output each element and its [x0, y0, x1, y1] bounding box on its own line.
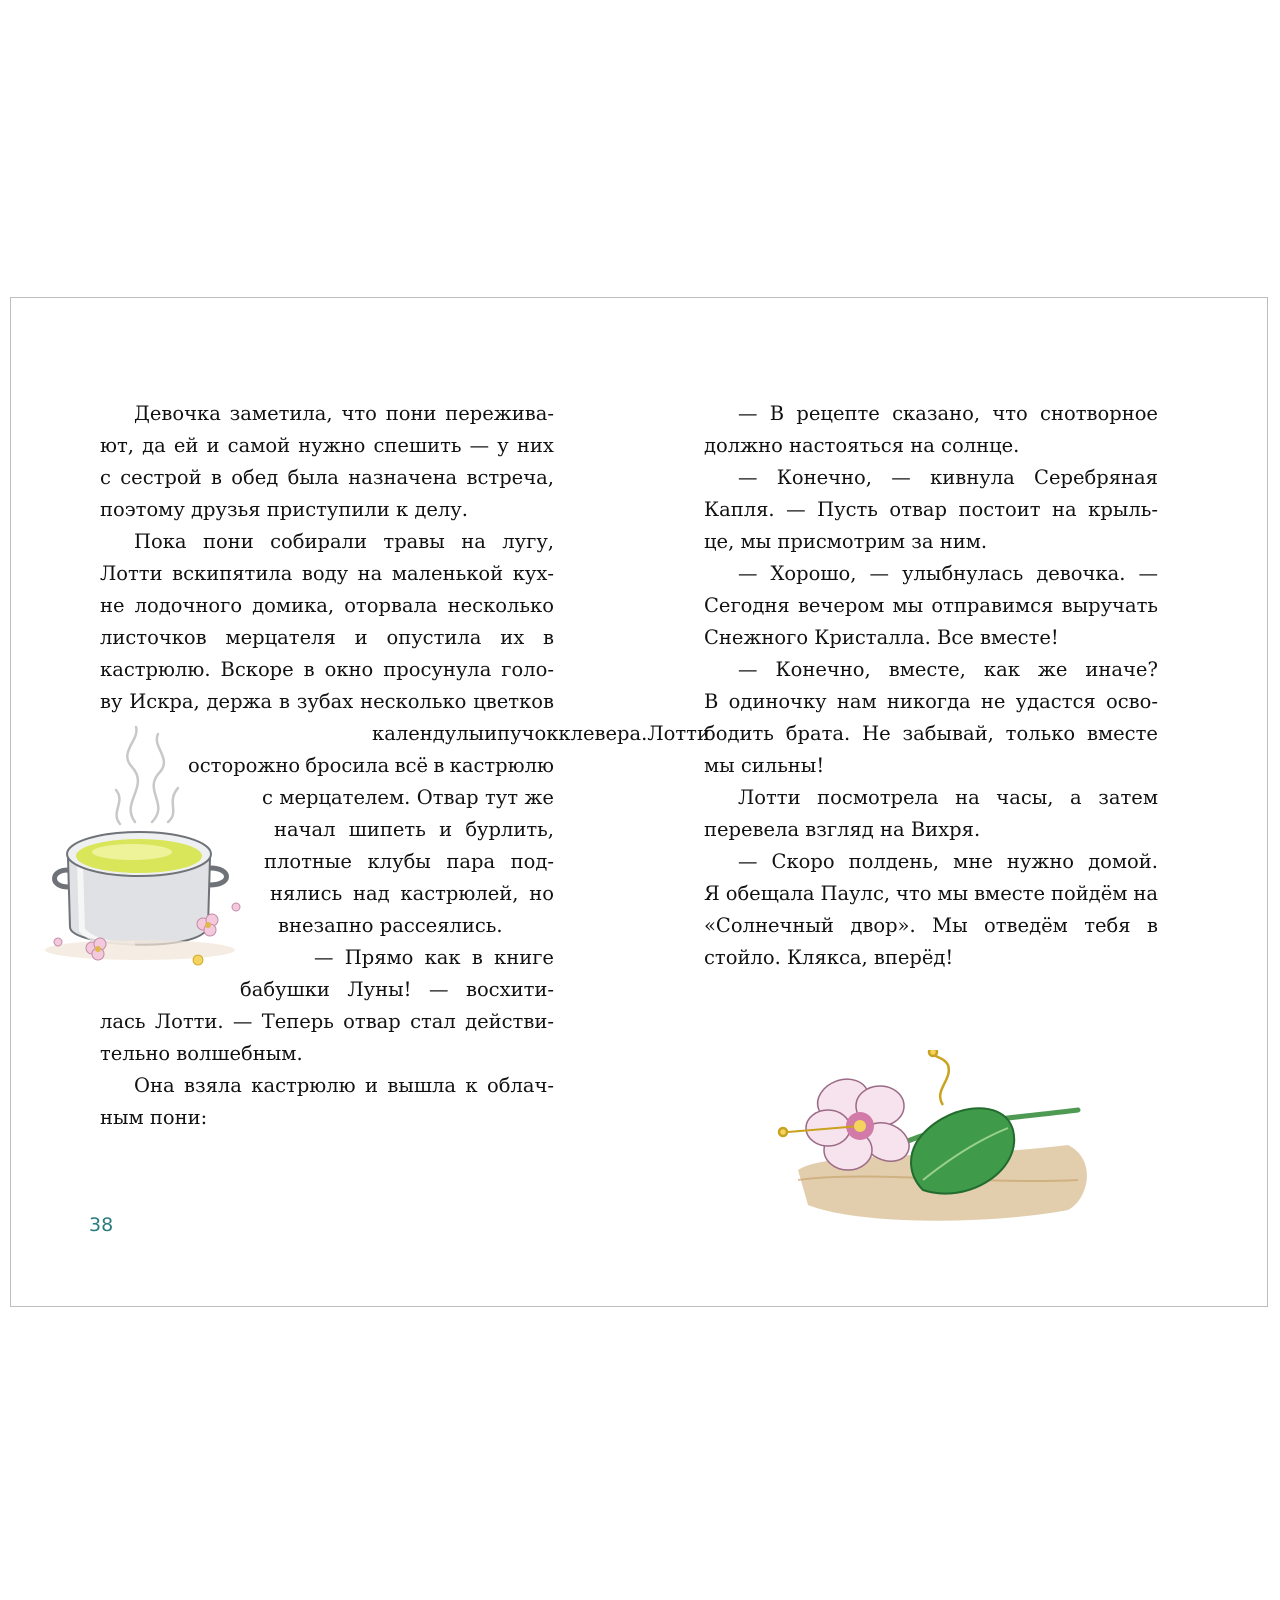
word: окно: [324, 658, 374, 681]
word: Отвар: [416, 786, 479, 809]
text-line: [262, 782, 554, 814]
word: обещала: [725, 882, 815, 905]
word: мне: [953, 850, 993, 873]
word: них: [516, 434, 554, 457]
word: пучок: [497, 722, 559, 745]
word: пойдём: [1050, 882, 1128, 905]
word: в: [278, 690, 290, 713]
text-line: [134, 1070, 554, 1102]
word: брата.: [785, 722, 851, 745]
word: Искра,: [129, 690, 200, 713]
word: мы: [892, 594, 924, 617]
word: да: [142, 434, 166, 457]
word: в: [1147, 914, 1158, 937]
word: мерцателя: [225, 626, 336, 649]
text-line: [100, 622, 554, 654]
text-line: [100, 1006, 554, 1038]
word: календулы: [372, 722, 485, 745]
word: травы: [383, 530, 445, 553]
word: плотные: [264, 850, 352, 873]
word: в: [303, 658, 315, 681]
text-line: [100, 430, 554, 462]
word: В: [769, 402, 785, 425]
word: —: [738, 466, 758, 489]
word: Луны!: [347, 978, 412, 1001]
word: к: [465, 1074, 478, 1097]
text-line: [704, 494, 1158, 526]
word: воду: [301, 562, 349, 585]
word: на: [357, 562, 383, 585]
word: как: [983, 658, 1020, 681]
word: —: [469, 434, 490, 457]
word: —: [1138, 562, 1158, 585]
word: облач-: [486, 1074, 554, 1097]
word: кастрюлю: [251, 1074, 356, 1097]
word: под-: [510, 850, 554, 873]
text-line: [704, 878, 1158, 910]
word: маленькой: [391, 562, 504, 585]
word: самой: [227, 434, 291, 457]
flower-and-leaf-illustration: [768, 1050, 1118, 1240]
word: что: [992, 402, 1028, 425]
word: голо-: [501, 658, 554, 681]
word: зубах: [296, 690, 354, 713]
word: вышла: [387, 1074, 457, 1097]
text-line: перевела взгляд на Вихря.: [704, 818, 981, 841]
text-line: [264, 846, 554, 878]
word: Лотти.: [154, 1010, 224, 1033]
word: Конечно,: [775, 658, 871, 681]
word: пара: [446, 850, 496, 873]
word: мы: [937, 882, 969, 905]
word: Капля.: [704, 498, 775, 521]
word: Лотти: [647, 722, 710, 745]
word: держа: [206, 690, 273, 713]
word: бабушки: [240, 978, 330, 1001]
word: —: [738, 658, 758, 681]
word: назначена: [348, 466, 458, 489]
text-line: [134, 398, 554, 430]
word: сестрой: [120, 466, 202, 489]
word: с: [100, 466, 111, 489]
text-line: [134, 526, 554, 558]
word: мерцателем.: [279, 786, 411, 809]
word: же: [1037, 658, 1068, 681]
word: ву: [100, 690, 123, 713]
text-line: [274, 814, 554, 846]
word: Хорошо,: [770, 562, 857, 585]
word: отведём: [984, 914, 1068, 937]
word: вместе: [974, 882, 1045, 905]
word: только: [1005, 722, 1076, 745]
word: взяла: [183, 1074, 242, 1097]
word: в: [433, 754, 445, 777]
word: действи-: [465, 1010, 554, 1033]
word: —: [738, 402, 758, 425]
word: одиночку: [728, 690, 827, 713]
word: над: [352, 882, 390, 905]
word: спешить: [373, 434, 462, 457]
word: собирали: [270, 530, 367, 553]
word: пони: [202, 530, 254, 553]
text-line: [704, 910, 1158, 942]
word: вскипятила: [172, 562, 293, 585]
text-line: [100, 462, 554, 494]
word: не: [980, 690, 1006, 713]
word: была: [287, 466, 339, 489]
text-line: мы сильны!: [704, 754, 825, 777]
word: цветков: [473, 690, 554, 713]
word: кастрюлей,: [400, 882, 519, 905]
word: постоит: [958, 498, 1041, 521]
text-line: [372, 718, 710, 750]
text-line: [100, 558, 554, 590]
word: Скоро: [771, 850, 835, 873]
word: затем: [1098, 786, 1158, 809]
word: осво-: [1105, 690, 1158, 713]
word: пони: [385, 402, 437, 425]
word: рецепте: [796, 402, 880, 425]
word: а: [1070, 786, 1082, 809]
text-line: стойло. Клякса, вперёд!: [704, 946, 954, 969]
word: оторвала: [344, 594, 438, 617]
word: и: [354, 626, 368, 649]
text-line: [738, 462, 1158, 494]
word: полдень,: [848, 850, 940, 873]
word: шипеть: [348, 818, 426, 841]
text-line: Снежного Кристалла. Все вместе!: [704, 626, 1059, 649]
text-line: [704, 590, 1158, 622]
word: вместе: [1087, 722, 1158, 745]
word: опустила: [386, 626, 482, 649]
word: Серебряная: [1034, 466, 1158, 489]
text-line: [100, 590, 554, 622]
word: же: [524, 786, 554, 809]
word: бросила: [305, 754, 390, 777]
word: иначе?: [1085, 658, 1158, 681]
word: —: [869, 562, 890, 585]
word: пережива-: [445, 402, 554, 425]
word: клевера.: [558, 722, 648, 745]
word: тут: [485, 786, 519, 809]
word: кух-: [512, 562, 554, 585]
word: Не: [862, 722, 891, 745]
text-line: [738, 398, 1158, 430]
word: их: [500, 626, 525, 649]
word: —: [428, 978, 449, 1001]
word: —: [891, 466, 911, 489]
word: и: [439, 818, 453, 841]
word: несколько: [447, 594, 554, 617]
word: на: [1052, 498, 1077, 521]
word: двор».: [850, 914, 916, 937]
word: и: [206, 434, 220, 457]
word: клубы: [367, 850, 431, 873]
word: отправимся: [931, 594, 1054, 617]
word: Сегодня: [704, 594, 790, 617]
word: Она: [134, 1074, 175, 1097]
text-line: внезапно рассеялись.: [278, 914, 503, 937]
word: нам: [836, 690, 877, 713]
word: Лотти: [738, 786, 801, 809]
word: кастрюлю.: [100, 658, 211, 681]
word: снотворное: [1040, 402, 1158, 425]
word: с: [262, 786, 273, 809]
word: —: [738, 850, 758, 873]
word: Мы: [932, 914, 968, 937]
text-line: должно настояться на солнце.: [704, 434, 1020, 457]
word: книге: [494, 946, 554, 969]
word: что: [896, 882, 932, 905]
word: на: [461, 530, 486, 553]
word: осторожно: [188, 754, 301, 777]
word: несколько: [360, 690, 467, 713]
text-line: [738, 782, 1158, 814]
word: на: [955, 786, 980, 809]
word: просунула: [383, 658, 492, 681]
word: лугу,: [502, 530, 554, 553]
word: обед: [231, 466, 279, 489]
word: ей: [173, 434, 199, 457]
word: —: [738, 562, 758, 585]
word: и: [365, 1074, 379, 1097]
word: домика,: [252, 594, 335, 617]
word: как: [424, 946, 461, 969]
word: Девочка: [134, 402, 221, 425]
word: на: [1133, 882, 1158, 905]
word: заметила,: [229, 402, 333, 425]
word: нужно: [1006, 850, 1075, 873]
word: кивнула: [930, 466, 1015, 489]
text-line: [240, 974, 554, 1006]
word: начал: [274, 818, 336, 841]
steaming-pot-illustration: [40, 722, 280, 992]
word: восхити-: [465, 978, 554, 1001]
word: забывай,: [902, 722, 994, 745]
word: В: [704, 690, 719, 713]
word: Пусть: [817, 498, 878, 521]
word: бодить: [704, 722, 774, 745]
word: нялись: [270, 882, 343, 905]
word: кастрюлю: [449, 754, 554, 777]
word: вечером: [797, 594, 885, 617]
word: девочка.: [1036, 562, 1126, 585]
word: —: [786, 498, 806, 521]
word: часы,: [996, 786, 1054, 809]
word: —: [314, 946, 334, 969]
word: крыль-: [1088, 498, 1158, 521]
text-line: ным пони:: [100, 1106, 208, 1129]
text-line: це, мы присмотрим за ним.: [704, 530, 988, 553]
text-line: [704, 718, 1158, 750]
text-line: [738, 558, 1158, 590]
word: Лотти: [100, 562, 163, 585]
page-number: 38: [89, 1214, 114, 1236]
word: ют,: [100, 434, 134, 457]
text-line: [270, 878, 554, 910]
word: стал: [410, 1010, 456, 1033]
word: у: [497, 434, 509, 457]
word: домой.: [1088, 850, 1158, 873]
text-line: поэтому друзья приступили к делу.: [100, 498, 468, 521]
word: Я: [704, 882, 720, 905]
word: но: [529, 882, 554, 905]
word: лась: [100, 1010, 146, 1033]
word: посмотрела: [817, 786, 939, 809]
word: Пока: [134, 530, 187, 553]
word: улыбнулась: [902, 562, 1024, 585]
word: никогда: [886, 690, 971, 713]
word: встреча,: [466, 466, 554, 489]
word: лодочного: [134, 594, 243, 617]
word: вместе,: [888, 658, 966, 681]
word: в: [543, 626, 554, 649]
word: выручать: [1061, 594, 1158, 617]
text-line: [100, 654, 554, 686]
word: отвар: [343, 1010, 401, 1033]
word: Паулс,: [820, 882, 891, 905]
word: Конечно,: [776, 466, 872, 489]
word: отвар: [889, 498, 948, 521]
text-line: [738, 846, 1158, 878]
word: всё: [394, 754, 429, 777]
word: тебя: [1084, 914, 1131, 937]
word: не: [100, 594, 125, 617]
word: Прямо: [344, 946, 414, 969]
word: сказано,: [892, 402, 981, 425]
word: в: [471, 946, 483, 969]
word: Теперь: [261, 1010, 334, 1033]
word: —: [232, 1010, 253, 1033]
word: в: [210, 466, 222, 489]
text-line: [704, 686, 1158, 718]
word: удастся: [1015, 690, 1096, 713]
word: бурлить,: [465, 818, 554, 841]
word: «Солнечный: [704, 914, 834, 937]
word: нужно: [298, 434, 366, 457]
word: Вскоре: [220, 658, 294, 681]
word: и: [484, 722, 498, 745]
text-line: [738, 654, 1158, 686]
text-line: тельно волшебным.: [100, 1042, 303, 1065]
word: листочков: [100, 626, 207, 649]
text-line: [100, 686, 554, 718]
word: что: [341, 402, 377, 425]
text-line: [314, 942, 554, 974]
